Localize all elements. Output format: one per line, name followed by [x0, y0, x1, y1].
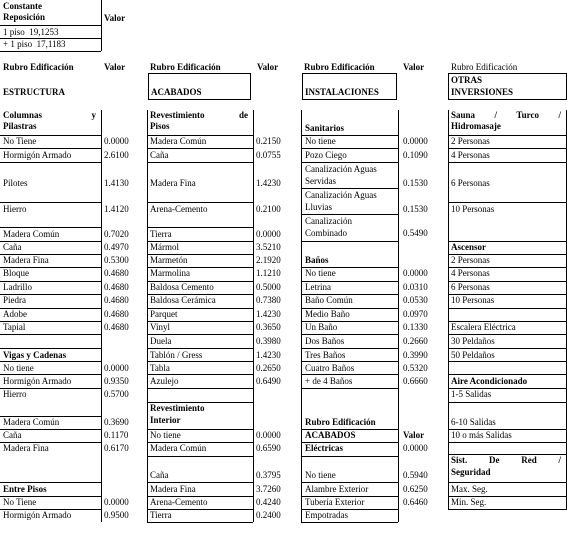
table-row-value: 0.0000	[104, 497, 129, 507]
table-row: Madera Común	[3, 229, 60, 239]
table-row: Arena-Cemento	[150, 497, 208, 507]
table-row-value: 0.2660	[403, 336, 428, 346]
list-item: 10 o más Salidas	[451, 430, 512, 440]
col2-sub2-title-2: Interior	[150, 415, 181, 425]
col2-sub1-title-2: Pisos	[150, 121, 170, 131]
table-row: Tierra	[150, 229, 172, 239]
table-row: Combinado	[305, 228, 347, 238]
table-row: Tubería Exterior	[305, 497, 365, 507]
col1-sub1-title-2: Pilastras	[3, 121, 37, 131]
table-row-value: 0.2150	[256, 136, 281, 146]
table-row: Piedra	[3, 295, 26, 305]
table-row: Caña	[3, 430, 22, 440]
table-row-value: 0.3650	[256, 322, 281, 332]
table-row: Hormigón Armado	[3, 376, 72, 386]
table-row: Caña	[150, 470, 169, 480]
header-valor-2: Valor	[257, 62, 279, 72]
table-row-value: 1.4230	[256, 309, 281, 319]
table-row-value: 0.7020	[104, 229, 129, 239]
table-row: Caña	[3, 242, 22, 252]
table-row-value: 2.6100	[104, 150, 129, 160]
table-row: Madera Común	[150, 443, 207, 453]
col3-header2-section: ACABADOS	[305, 430, 356, 440]
col4-sub4-title-2: Seguridad	[451, 467, 491, 477]
section-acabados: ACABADOS	[151, 87, 202, 97]
list-item: 6 Personas	[451, 282, 490, 292]
table-row: Baldosa Cemento	[150, 282, 214, 292]
table-row: No Tiene	[3, 136, 37, 146]
table-row: Tabla	[150, 363, 170, 373]
table-row-value: 0.0000	[104, 363, 129, 373]
top-row-2	[3, 39, 66, 50]
top-row-value: 19,1253	[29, 27, 59, 37]
table-row: Pilotes	[3, 178, 28, 188]
table-row-value: 0.3690	[104, 417, 129, 427]
table-row: Hormigón Armado	[3, 510, 72, 520]
top-title-2: Reposición	[3, 12, 46, 22]
table-row-value: 0.5490	[403, 228, 428, 238]
table-row-value: 1.4230	[256, 350, 281, 360]
list-item: 10 Personas	[451, 295, 495, 305]
col3-sub2-title: Baños	[305, 255, 329, 265]
header-rubro-2: Rubro Edificación	[150, 62, 221, 72]
list-item: 6 Personas	[451, 178, 490, 188]
col2-sub2-title: Revestimiento	[150, 403, 205, 413]
table-row: Cuatro Baños	[305, 363, 355, 373]
list-item: 50 Peldaños	[451, 350, 495, 360]
header-valor-1: Valor	[104, 62, 126, 72]
table-row-value: 2.1920	[256, 255, 281, 265]
table-row: Azulejo	[150, 376, 179, 386]
table-row-value: 0.5000	[256, 282, 281, 292]
table-row-value: 0.0000	[403, 268, 428, 278]
table-row: Madera Común	[150, 136, 207, 146]
table-row-value: 0.1330	[403, 322, 428, 332]
table-row-value: 0.1170	[104, 430, 129, 440]
section-otras-2: INVERSIONES	[451, 87, 514, 97]
table-row: Dos Baños	[305, 336, 345, 346]
top-block	[0, 0, 101, 54]
table-row: Arena-Cemento	[150, 204, 208, 214]
table-row: Madera Fina	[3, 443, 49, 453]
table-row-value: 0.6460	[403, 497, 428, 507]
table-row-value: 0.5320	[403, 363, 428, 373]
table-row: No tiene	[305, 136, 336, 146]
col4-otras-inversiones	[448, 110, 567, 540]
col1-sub3-title: Entre Pisos	[3, 484, 47, 494]
table-row-value: 0.1530	[403, 204, 428, 214]
col3-header2-rubro: Rubro Edificación	[305, 417, 376, 427]
header-valor-3: Valor	[403, 62, 425, 72]
section-instalaciones: INSTALACIONES	[305, 87, 379, 97]
table-row: Tierra	[150, 510, 172, 520]
header-rubro-1: Rubro Edificación	[3, 62, 74, 72]
table-row: No tiene	[150, 430, 181, 440]
table-row: Hierro	[3, 389, 27, 399]
col4-sub2-title: Ascensor	[451, 242, 486, 252]
table-row-value: 0.2650	[256, 363, 281, 373]
col1-estructura	[0, 110, 147, 540]
table-row: Canalización	[305, 216, 352, 226]
table-row-value: 0.9500	[104, 510, 129, 520]
table-row: No tiene	[305, 470, 336, 480]
list-item: 2 Personas	[451, 136, 490, 146]
table-row: No Tiene	[3, 497, 37, 507]
table-row-value: 0.0970	[403, 309, 428, 319]
table-row: No tiene	[3, 363, 34, 373]
table-row-value: 1.1210	[256, 268, 281, 278]
table-row-value: 0.1090	[403, 150, 428, 160]
list-item: Min. Seg.	[451, 497, 487, 507]
table-row-value: 0.0000	[256, 430, 281, 440]
table-row: Hierro	[3, 204, 27, 214]
table-row: Madera Fina	[3, 255, 49, 265]
list-item: 4 Personas	[451, 150, 490, 160]
list-item: 10 Personas	[451, 204, 495, 214]
table-row: Madera Común	[3, 417, 60, 427]
table-row-value: 0.6660	[403, 376, 428, 386]
table-row-value: 0.0000	[104, 136, 129, 146]
table-row: Letrina	[305, 282, 331, 292]
table-row: Baño Común	[305, 295, 353, 305]
table-row: Tablón / Gress	[150, 350, 203, 360]
table-row: Servidas	[305, 176, 336, 186]
top-title-1: Constante	[3, 1, 43, 11]
table-row-value: 0.0530	[403, 295, 428, 305]
col3-sub3-title: Eléctricas	[305, 443, 343, 453]
table-row-value: 0.7380	[256, 295, 281, 305]
table-row-value: 0.0000	[403, 136, 428, 146]
table-row: + de 4 Baños	[305, 376, 353, 386]
table-row-value: 3.5210	[256, 242, 281, 252]
table-row: Marmolina	[150, 268, 190, 278]
table-row: Canalización Aguas	[305, 190, 377, 200]
list-item: 4 Personas	[451, 268, 490, 278]
table-row-value: 0.5700	[104, 389, 129, 399]
table-row-value: 0.4680	[104, 295, 129, 305]
table-row-value: 0.5940	[403, 470, 428, 480]
table-row-value: 0.0755	[256, 150, 281, 160]
table-row: Lluvias	[305, 202, 332, 212]
table-row: Madera Fina	[150, 484, 196, 494]
top-row-label: + 1 piso	[3, 39, 33, 49]
list-item: 2 Personas	[451, 255, 490, 265]
table-row: Madera Fina	[150, 178, 196, 188]
table-row-value: 1.4120	[104, 204, 129, 214]
top-row-value: 17,1183	[36, 39, 66, 49]
col1-sub2-title: Vigas y Cadenas	[3, 350, 67, 360]
table-row-value: 0.4240	[256, 497, 281, 507]
table-row: Canalización Aguas	[305, 164, 377, 174]
list-item: 30 Peldaños	[451, 336, 495, 346]
list-item: Max. Seg.	[451, 484, 488, 494]
list-item: 6-10 Salidas	[451, 417, 496, 427]
table-row: Mármol	[150, 242, 179, 252]
table-row-value: 0.4680	[104, 309, 129, 319]
section-estructura: ESTRUCTURA	[3, 87, 66, 97]
table-row: Hormigón Armado	[3, 150, 72, 160]
col3-header2-valor: Valor	[403, 430, 425, 440]
col1-sub1-title: Columnas y	[3, 110, 96, 120]
table-row: No tiene	[305, 268, 336, 278]
table-row-value: 0.4680	[104, 268, 129, 278]
table-row-value: 0.2100	[256, 204, 281, 214]
table-row-value: 0.4970	[104, 242, 129, 252]
table-row-value: 3.7260	[256, 484, 281, 494]
table-row: Bloque	[3, 268, 29, 278]
table-row-value: 1.4230	[256, 178, 281, 188]
table-row: Un Baño	[305, 322, 338, 332]
table-row: Duela	[150, 336, 172, 346]
table-row: Pozo Ciego	[305, 150, 347, 160]
section-otras-1: OTRAS	[451, 75, 483, 85]
col3-instalaciones	[301, 110, 448, 540]
top-row-label: 1 piso	[3, 27, 25, 37]
col3-sub1-title: Sanitarios	[305, 123, 345, 133]
table-row-value: 0.6250	[403, 484, 428, 494]
table-row: Tapial	[3, 322, 26, 332]
table-row-value: 1.4130	[104, 178, 129, 188]
table-row-value: 0.6590	[256, 443, 281, 453]
table-row: Caña	[150, 150, 169, 160]
col4-sub1-title-2: Hidromasaje	[451, 121, 501, 131]
top-valor-label: Valor	[104, 13, 126, 23]
table-row: Empotradas	[305, 510, 348, 520]
table-row: Vinyl	[150, 322, 170, 332]
col4-sub1-title: Sauna / Turco /	[451, 110, 561, 120]
table-row: Tres Baños	[305, 350, 346, 360]
table-row-value: 0.3980	[256, 336, 281, 346]
table-row-value: 0.6490	[256, 376, 281, 386]
table-row-value: 0.6170	[104, 443, 129, 453]
table-row: Ladrillo	[3, 282, 32, 292]
col4-sub3-title: Aire Acondicionado	[451, 376, 528, 386]
table-row-value: 0.4680	[104, 282, 129, 292]
table-row-value: 0.3990	[403, 350, 428, 360]
table-row-value: 0.2400	[256, 510, 281, 520]
table-row-value: 0.5300	[104, 255, 129, 265]
table-row-value: 0.4680	[104, 322, 129, 332]
col2-acabados	[147, 110, 302, 540]
table-row: Parquet	[150, 309, 178, 319]
table-row-value: 0.3795	[256, 470, 281, 480]
top-row-1	[3, 27, 59, 38]
header-rubro-4: Rubro Edificación	[451, 62, 518, 72]
table-row-value: 0.1530	[403, 178, 428, 188]
table-row-value: 0.0310	[403, 282, 428, 292]
header-rubro-3: Rubro Edificación	[304, 62, 375, 72]
table-row-value: 0.9350	[104, 376, 129, 386]
col2-sub1-title: Revestimiento de	[150, 110, 248, 120]
table-row: Adobe	[3, 309, 27, 319]
table-row: Baldosa Cerámica	[150, 295, 216, 305]
col4-sub4-title: Sist. De Red /	[451, 455, 561, 465]
list-item: Escalera Eléctrica	[451, 322, 516, 332]
list-item: 1-5 Salidas	[451, 389, 492, 399]
table-row: Marmetón	[150, 255, 188, 265]
table-row: Medio Baño	[305, 309, 350, 319]
table-row: Alambre Exterior	[305, 484, 369, 494]
table-row-value: 0.0000	[256, 229, 281, 239]
table-row-value: 0.0000	[403, 443, 428, 453]
